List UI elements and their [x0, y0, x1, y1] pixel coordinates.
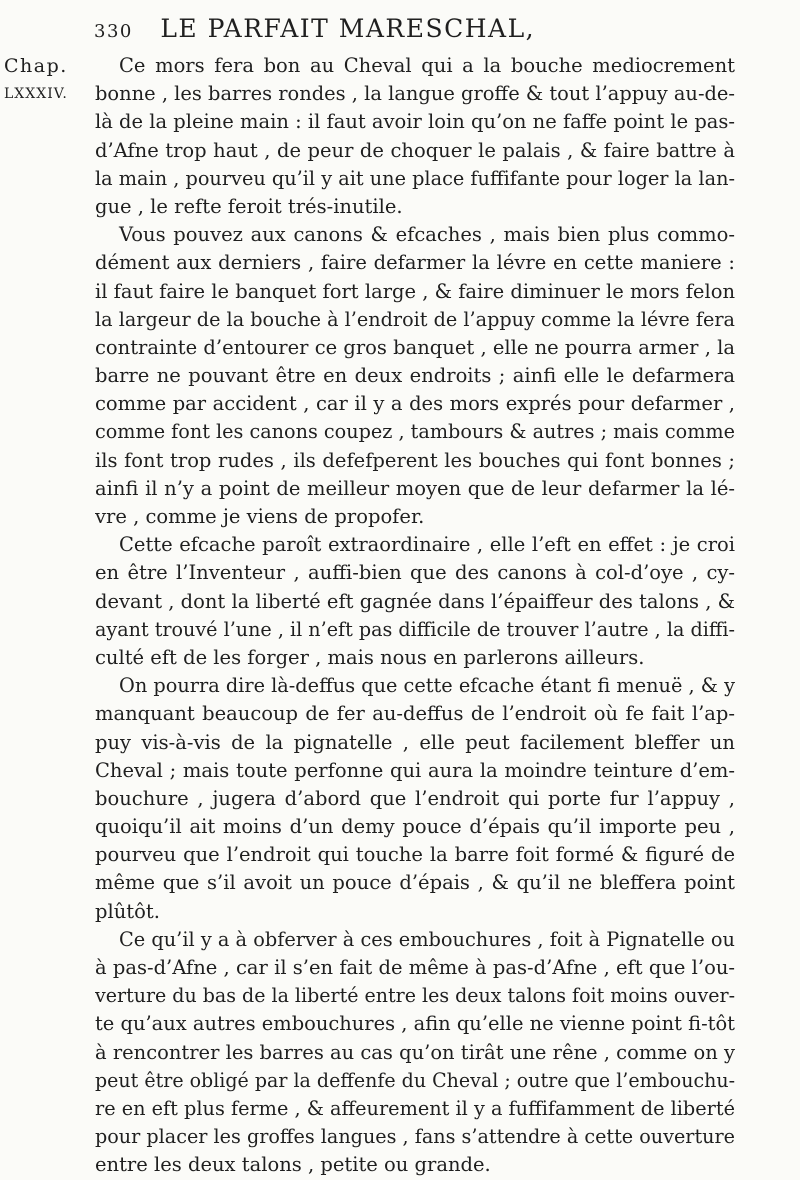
- text-line: Ce qu’il y a à obferver à ces embouchures , foit à Pignatelle ou: [119, 927, 735, 951]
- text-line: comme par accident , car il y a des mors exprés pour defarmer ,: [95, 392, 735, 416]
- text-line: la largeur de la bouche à l’endroit de l’appuy comme la lévre fera: [95, 307, 735, 331]
- text-line: bouchure , jugera d’abord que l’endroit qui porte fur l’appuy ,: [95, 786, 735, 810]
- text-line: culté eft de les forger , mais nous en parlerons ailleurs.: [95, 645, 645, 669]
- text-line: puy vis-à-vis de la pignatelle , elle peut facilement bleffer un: [95, 730, 735, 754]
- text-line: contrainte d’entourer ce gros banquet , elle ne pourra armer , la: [95, 335, 735, 359]
- text-line: te qu’aux autres embouchures , afin qu’elle ne vienne point fi-tôt: [95, 1012, 735, 1036]
- text-line: entre les deux talons , petite ou grande.: [95, 1153, 491, 1177]
- text-line: pourveu que l’endroit qui touche la barre foit formé & figuré de: [95, 843, 735, 867]
- running-head: [94, 14, 694, 46]
- running-title: LE PARFAIT MARESCHAL,: [160, 14, 536, 43]
- text-line: il faut faire le banquet fort large , & faire diminuer le mors felon: [95, 279, 735, 303]
- body-text: [95, 52, 735, 1180]
- margin-note-chapter: Chap.: [4, 55, 68, 77]
- text-line: en être l’Inventeur , auffi-bien que des canons à col-d’oye , cy-: [95, 561, 735, 585]
- text-line: à rencontrer les barres au cas qu’on tirât une rêne , comme on y: [95, 1040, 735, 1064]
- text-line: comme font les canons coupez , tambours & autres ; mais comme: [95, 420, 735, 444]
- text-line: pour placer les groffes langues , fans s’attendre à cette ouverture: [95, 1125, 735, 1149]
- text-line: bonne , les barres rondes , la langue groffe & tout l’appuy au-de-: [95, 82, 735, 106]
- text-line: manquant beaucoup de fer au-deffus de l’endroit où fe fait l’ap-: [95, 702, 735, 726]
- text-line: devant , dont la liberté eft gagnée dans l’épaiffeur des talons , &: [95, 589, 735, 613]
- page-number: 330: [94, 21, 133, 42]
- text-line: verture du bas de la liberté entre les deux talons foit moins ouver-: [95, 984, 735, 1008]
- margin-note-number: LXXXIV.: [4, 86, 68, 102]
- text-line: ils font trop rudes , ils defefperent les bouches qui font bonnes ;: [95, 448, 735, 472]
- text-line: ainfi il n’y a point de meilleur moyen que de leur defarmer la lé-: [95, 476, 735, 500]
- chapter-margin-note: [4, 52, 84, 108]
- text-line: quoiqu’il ait moins d’un demy pouce d’épais qu’il importe peu ,: [95, 815, 735, 839]
- text-line: dément aux derniers , faire defarmer la lévre en cette maniere :: [95, 251, 735, 275]
- text-line: gue , le refte feroit trés-inutile.: [95, 194, 403, 218]
- text-line: la main , pourveu qu’il y ait une place fuffifante pour loger la lan-: [95, 166, 735, 190]
- text-line: vre , comme je viens de propofer.: [95, 505, 425, 528]
- text-line: peut être obligé par la deffenfe du Cheval ; outre que l’embouchu-: [95, 1068, 735, 1092]
- text-line: Cheval ; mais toute perfonne qui aura la moindre teinture d’em-: [95, 758, 735, 782]
- text-line: re en eft plus ferme , & affeurement il y a fuffifamment de liberté: [95, 1096, 735, 1120]
- text-line: barre ne pouvant être en deux endroits ; ainfi elle le defarmera: [95, 364, 735, 388]
- text-line: Ce mors fera bon au Cheval qui a la bouche mediocrement: [119, 54, 735, 77]
- text-line: même que s’il avoit un pouce d’épais , & qu’il ne bleffera point: [95, 871, 735, 895]
- text-line: à pas-d’Afne , car il s’en fait de même à pas-d’Afne , eft que l’ou-: [95, 956, 735, 979]
- text-line: On pourra dire là-deffus que cette efcache étant fi menuë , & y: [119, 674, 735, 698]
- text-line: Cette efcache paroît extraordinaire , elle l’eft en effet : je croi: [119, 533, 735, 557]
- text-line: plûtôt.: [95, 899, 160, 923]
- text-line: Vous pouvez aux canons & efcaches , mais bien plus commo-: [119, 223, 735, 247]
- text-line: ayant trouvé l’une , il n’eft pas difficile de trouver l’autre , la diffi-: [95, 617, 735, 641]
- text-line: d’Afne trop haut , de peur de choquer le palais , & faire battre à: [95, 138, 735, 162]
- text-line: là de la pleine main : il faut avoir loin qu’on ne faffe point le pas-: [95, 110, 735, 134]
